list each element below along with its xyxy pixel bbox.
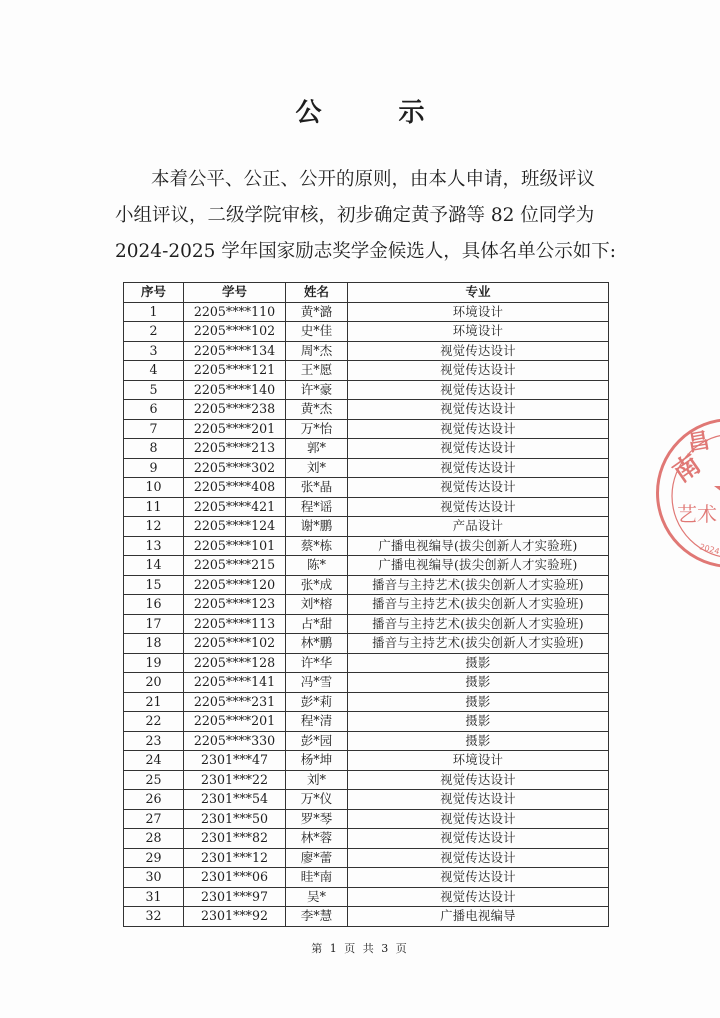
cell-major: 视觉传达设计 [348, 790, 609, 810]
cell-serial: 27 [124, 809, 184, 829]
cell-serial: 23 [124, 731, 184, 751]
cell-major: 摄影 [348, 692, 609, 712]
cell-serial: 4 [124, 361, 184, 381]
cell-name: 王*愿 [286, 361, 348, 381]
cell-name: 张*晶 [286, 478, 348, 498]
cell-name: 李*慧 [286, 907, 348, 927]
header-serial: 序号 [124, 283, 184, 303]
cell-student-id: 2205****102 [184, 634, 286, 654]
candidate-table [123, 282, 609, 927]
cell-name: 林*蓉 [286, 829, 348, 849]
table-row [124, 536, 609, 556]
cell-serial: 24 [124, 751, 184, 771]
cell-serial: 2 [124, 322, 184, 342]
cell-student-id: 2301***54 [184, 790, 286, 810]
cell-name: 黄*潞 [286, 302, 348, 322]
table-header-row [124, 283, 609, 303]
svg-text:南: 南 [667, 449, 707, 489]
table-row [124, 673, 609, 693]
cell-student-id: 2301***06 [184, 868, 286, 888]
cell-student-id: 2301***22 [184, 770, 286, 790]
cell-serial: 1 [124, 302, 184, 322]
cell-major: 视觉传达设计 [348, 868, 609, 888]
table-row [124, 556, 609, 576]
cell-student-id: 2205****110 [184, 302, 286, 322]
cell-name: 吴* [286, 887, 348, 907]
cell-major: 摄影 [348, 731, 609, 751]
table-row [124, 712, 609, 732]
cell-student-id: 2205****123 [184, 595, 286, 615]
cell-name: 程*清 [286, 712, 348, 732]
cell-student-id: 2205****124 [184, 517, 286, 537]
cell-major: 视觉传达设计 [348, 829, 609, 849]
cell-major: 播音与主持艺术(拔尖创新人才实验班) [348, 575, 609, 595]
table-row [124, 809, 609, 829]
cell-student-id: 2205****215 [184, 556, 286, 576]
cell-major: 视觉传达设计 [348, 848, 609, 868]
cell-major: 视觉传达设计 [348, 458, 609, 478]
table-row [124, 400, 609, 420]
cell-student-id: 2205****330 [184, 731, 286, 751]
cell-student-id: 2205****140 [184, 380, 286, 400]
cell-serial: 13 [124, 536, 184, 556]
table-row [124, 341, 609, 361]
intro-paragraph-line-3: 2024-2025 学年国家励志奖学金候选人，具体名单公示如下: [115, 241, 617, 262]
cell-major: 视觉传达设计 [348, 341, 609, 361]
cell-student-id: 2205****113 [184, 614, 286, 634]
cell-serial: 20 [124, 673, 184, 693]
cell-major: 广播电视编导(拔尖创新人才实验班) [348, 536, 609, 556]
cell-major: 播音与主持艺术(拔尖创新人才实验班) [348, 634, 609, 654]
cell-student-id: 2301***82 [184, 829, 286, 849]
cell-serial: 30 [124, 868, 184, 888]
cell-major: 广播电视编导(拔尖创新人才实验班) [348, 556, 609, 576]
table-row [124, 848, 609, 868]
table-row [124, 770, 609, 790]
cell-student-id: 2205****201 [184, 712, 286, 732]
cell-serial: 9 [124, 458, 184, 478]
cell-serial: 14 [124, 556, 184, 576]
cell-major: 环境设计 [348, 302, 609, 322]
cell-serial: 11 [124, 497, 184, 517]
cell-name: 冯*雪 [286, 673, 348, 693]
cell-serial: 12 [124, 517, 184, 537]
table-row [124, 751, 609, 771]
cell-name: 蔡*栋 [286, 536, 348, 556]
cell-name: 罗*琴 [286, 809, 348, 829]
cell-student-id: 2205****421 [184, 497, 286, 517]
seal-icon [659, 421, 720, 571]
cell-name: 万*仪 [286, 790, 348, 810]
table-row [124, 907, 609, 927]
table-row [124, 419, 609, 439]
cell-name: 许*豪 [286, 380, 348, 400]
cell-major: 产品设计 [348, 517, 609, 537]
header-major: 专业 [348, 283, 609, 303]
cell-serial: 8 [124, 439, 184, 459]
cell-name: 杨*坤 [286, 751, 348, 771]
cell-major: 视觉传达设计 [348, 439, 609, 459]
cell-serial: 26 [124, 790, 184, 810]
cell-major: 视觉传达设计 [348, 380, 609, 400]
cell-serial: 7 [124, 419, 184, 439]
table-row [124, 634, 609, 654]
cell-student-id: 2205****120 [184, 575, 286, 595]
table-row [124, 517, 609, 537]
table-body [124, 302, 609, 926]
cell-name: 刘*榕 [286, 595, 348, 615]
header-student-id: 学号 [184, 283, 286, 303]
cell-name: 刘* [286, 770, 348, 790]
cell-major: 广播电视编导 [348, 907, 609, 927]
cell-serial: 31 [124, 887, 184, 907]
header-name: 姓名 [286, 283, 348, 303]
cell-serial: 28 [124, 829, 184, 849]
cell-serial: 17 [124, 614, 184, 634]
cell-name: 林*鹏 [286, 634, 348, 654]
cell-major: 播音与主持艺术(拔尖创新人才实验班) [348, 595, 609, 615]
cell-major: 视觉传达设计 [348, 361, 609, 381]
cell-serial: 15 [124, 575, 184, 595]
page-footer: 第 1 页 共 3 页 [311, 942, 409, 955]
cell-name: 廖*蕾 [286, 848, 348, 868]
cell-serial: 5 [124, 380, 184, 400]
table-row [124, 868, 609, 888]
cell-student-id: 2205****302 [184, 458, 286, 478]
cell-name: 占*甜 [286, 614, 348, 634]
cell-serial: 16 [124, 595, 184, 615]
cell-student-id: 2205****134 [184, 341, 286, 361]
cell-student-id: 2301***50 [184, 809, 286, 829]
cell-student-id: 2205****201 [184, 419, 286, 439]
cell-name: 陈* [286, 556, 348, 576]
table-row [124, 575, 609, 595]
official-seal [656, 418, 720, 568]
cell-name: 眭*南 [286, 868, 348, 888]
table-row [124, 497, 609, 517]
svg-text:昌: 昌 [685, 428, 712, 457]
cell-name: 周*杰 [286, 341, 348, 361]
table-row [124, 361, 609, 381]
cell-serial: 10 [124, 478, 184, 498]
table-row [124, 614, 609, 634]
table-row [124, 302, 609, 322]
svg-text:艺术: 艺术 [677, 502, 717, 526]
cell-name: 程*谣 [286, 497, 348, 517]
table-row [124, 829, 609, 849]
cell-major: 摄影 [348, 712, 609, 732]
cell-student-id: 2205****102 [184, 322, 286, 342]
cell-name: 彭*园 [286, 731, 348, 751]
intro-paragraph-line-1: 本着公平、公正、公开的原则，由本人申请，班级评议 [151, 169, 596, 190]
cell-major: 摄影 [348, 653, 609, 673]
cell-student-id: 2301***12 [184, 848, 286, 868]
cell-serial: 18 [124, 634, 184, 654]
cell-name: 许*华 [286, 653, 348, 673]
cell-major: 视觉传达设计 [348, 478, 609, 498]
table-row [124, 595, 609, 615]
cell-student-id: 2205****141 [184, 673, 286, 693]
cell-student-id: 2205****128 [184, 653, 286, 673]
cell-major: 环境设计 [348, 322, 609, 342]
cell-major: 视觉传达设计 [348, 497, 609, 517]
cell-name: 谢*鹏 [286, 517, 348, 537]
table-row [124, 458, 609, 478]
cell-serial: 19 [124, 653, 184, 673]
table-row [124, 887, 609, 907]
cell-major: 环境设计 [348, 751, 609, 771]
cell-student-id: 2205****213 [184, 439, 286, 459]
cell-serial: 22 [124, 712, 184, 732]
cell-major: 视觉传达设计 [348, 400, 609, 420]
cell-name: 黄*杰 [286, 400, 348, 420]
cell-name: 彭*莉 [286, 692, 348, 712]
cell-serial: 32 [124, 907, 184, 927]
cell-student-id: 2205****408 [184, 478, 286, 498]
cell-name: 郭* [286, 439, 348, 459]
cell-serial: 21 [124, 692, 184, 712]
page-title: 公 示 [295, 98, 459, 128]
cell-student-id: 2205****101 [184, 536, 286, 556]
cell-name: 史*佳 [286, 322, 348, 342]
table-row [124, 439, 609, 459]
table-row [124, 322, 609, 342]
cell-name: 张*成 [286, 575, 348, 595]
cell-major: 播音与主持艺术(拔尖创新人才实验班) [348, 614, 609, 634]
table-row [124, 692, 609, 712]
cell-major: 视觉传达设计 [348, 809, 609, 829]
cell-name: 万*怡 [286, 419, 348, 439]
table-row [124, 478, 609, 498]
cell-student-id: 2205****231 [184, 692, 286, 712]
table-row [124, 653, 609, 673]
cell-student-id: 2205****238 [184, 400, 286, 420]
table-row [124, 731, 609, 751]
cell-student-id: 2301***92 [184, 907, 286, 927]
cell-student-id: 2301***47 [184, 751, 286, 771]
cell-serial: 25 [124, 770, 184, 790]
cell-major: 摄影 [348, 673, 609, 693]
intro-paragraph-line-2: 小组评议，二级学院审核，初步确定黄予潞等 82 位同学为 [115, 205, 595, 226]
cell-major: 视觉传达设计 [348, 770, 609, 790]
cell-serial: 6 [124, 400, 184, 420]
cell-serial: 29 [124, 848, 184, 868]
table-row [124, 790, 609, 810]
cell-serial: 3 [124, 341, 184, 361]
cell-student-id: 2205****121 [184, 361, 286, 381]
cell-major: 视觉传达设计 [348, 887, 609, 907]
cell-student-id: 2301***97 [184, 887, 286, 907]
table-row [124, 380, 609, 400]
cell-name: 刘* [286, 458, 348, 478]
svg-text:2024: 2024 [698, 542, 720, 557]
cell-major: 视觉传达设计 [348, 419, 609, 439]
